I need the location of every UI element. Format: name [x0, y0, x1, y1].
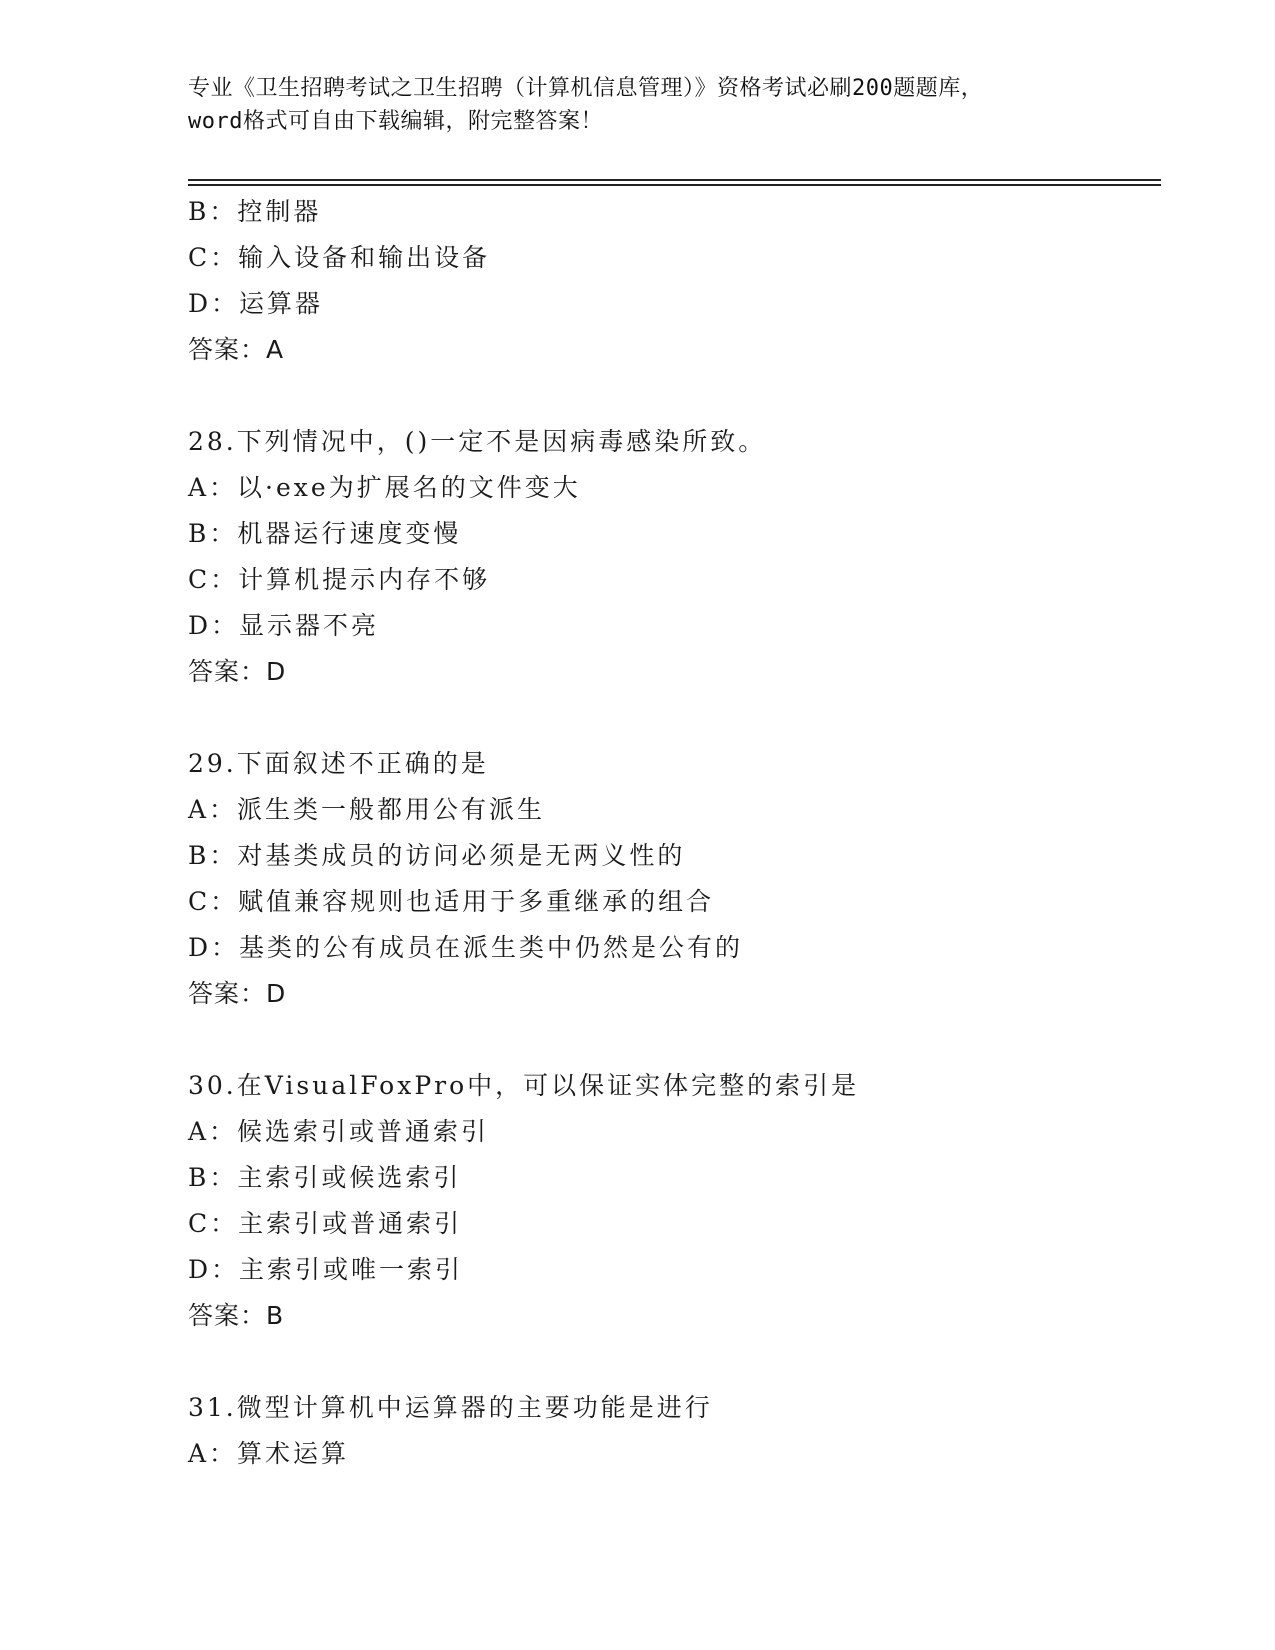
header-title-line-1: 专业《卫生招聘考试之卫生招聘（计算机信息管理）》资格考试必刷200题题库， — [188, 76, 984, 101]
option-d: D：显示器不亮 — [188, 611, 380, 640]
question-list — [188, 189, 1161, 1477]
answer: 答案：D — [188, 979, 287, 1008]
option-a: A：派生类一般都用公有派生 — [188, 795, 546, 824]
option-c: C：输入设备和输出设备 — [188, 243, 491, 272]
option-d: D：基类的公有成员在派生类中仍然是公有的 — [188, 933, 744, 962]
answer: 答案：B — [188, 1301, 285, 1330]
option-d: D：运算器 — [188, 289, 324, 318]
spacer — [188, 373, 1161, 419]
question-29 — [188, 741, 1161, 1017]
question-stem: 31.微型计算机中运算器的主要功能是进行 — [188, 1393, 713, 1422]
spacer — [188, 1339, 1161, 1385]
option-b: B：机器运行速度变慢 — [188, 519, 462, 548]
option-a: A：以·exe为扩展名的文件变大 — [188, 473, 581, 502]
question-stem: 30.在VisualFoxPro中，可以保证实体完整的索引是 — [188, 1071, 860, 1100]
answer: 答案：D — [188, 657, 287, 686]
question-stem: 29.下面叙述不正确的是 — [188, 749, 489, 778]
question-stem: 28.下列情况中，()一定不是因病毒感染所致。 — [188, 427, 767, 456]
option-d: D：主索引或唯一索引 — [188, 1255, 464, 1284]
option-c: C：赋值兼容规则也适用于多重继承的组合 — [188, 887, 715, 916]
header-divider-bottom — [188, 184, 1161, 186]
option-a: A：候选索引或普通索引 — [188, 1117, 490, 1146]
spacer — [188, 1017, 1161, 1063]
option-b: B：控制器 — [188, 197, 322, 226]
option-b: B：主索引或候选索引 — [188, 1163, 462, 1192]
question-30 — [188, 1063, 1161, 1339]
option-c: C：主索引或普通索引 — [188, 1209, 463, 1238]
question-28 — [188, 419, 1161, 695]
option-a: A：算术运算 — [188, 1439, 350, 1468]
answer: 答案：A — [188, 335, 285, 364]
header-title-line-2: word格式可自由下载编辑，附完整答案！ — [188, 109, 603, 134]
spacer — [188, 695, 1161, 741]
option-c: C：计算机提示内存不够 — [188, 565, 491, 594]
question-31 — [188, 1385, 1161, 1477]
header-divider-top — [188, 179, 1161, 181]
option-b: B：对基类成员的访问必须是无两义性的 — [188, 841, 686, 870]
document-header — [188, 72, 1088, 138]
question-27-tail — [188, 189, 1161, 373]
